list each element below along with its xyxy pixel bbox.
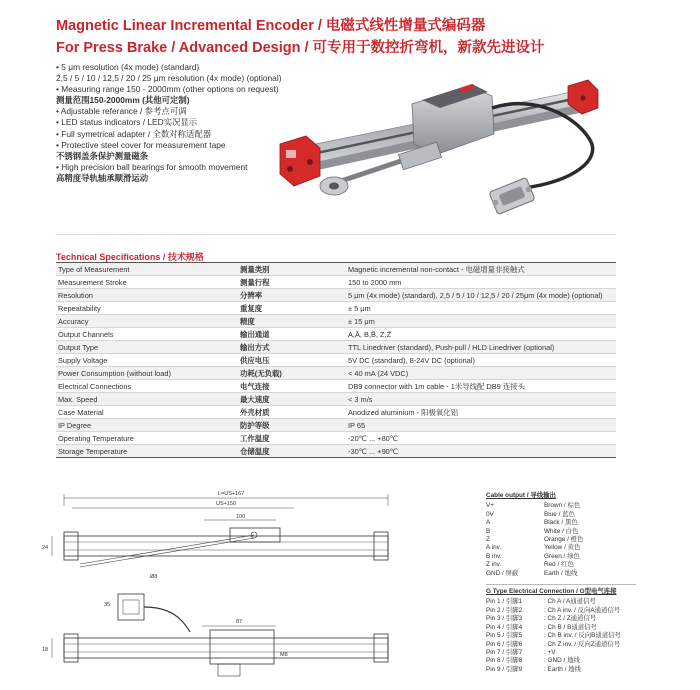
- encoder-product-image: [272, 64, 612, 224]
- spec-row: [56, 406, 616, 419]
- spec-label-cn: 外壳材质: [238, 406, 346, 419]
- dim-M8-label: M8: [280, 652, 288, 658]
- dim-87-label: 87: [236, 619, 243, 625]
- spec-label-cn: 精度: [238, 315, 346, 328]
- cable-color: Yellow / 黄色: [544, 544, 581, 552]
- cable-row: [486, 519, 636, 527]
- feature-item: • LED status indicators / LED实况显示: [56, 117, 198, 128]
- cable-row: [486, 502, 636, 510]
- cable-color: Blue / 蓝色: [544, 510, 575, 518]
- pin-signal: : Ch A inv. / 反向A通道信号: [544, 606, 621, 614]
- feature-item: • Measuring range 150 - 2000mm (other options on request): [56, 84, 279, 95]
- feature-list: [56, 62, 282, 184]
- cable-row: [486, 528, 636, 536]
- cable-signal: V+: [486, 502, 494, 510]
- pin-row: [486, 666, 636, 674]
- spec-row: [56, 419, 616, 432]
- cable-signal: A: [486, 519, 491, 527]
- spec-label-en: Power Consumption (without load): [56, 367, 238, 380]
- spec-row: [56, 445, 616, 458]
- spec-row: [56, 302, 616, 315]
- feature-item: • High precision ball bearings for smooth movement: [56, 161, 248, 172]
- spec-label-cn: 输出方式: [238, 341, 346, 354]
- dim-100-label: 100: [236, 514, 246, 520]
- spec-label-en: Repeatability: [56, 302, 238, 315]
- spec-row: [56, 432, 616, 445]
- feature-item: 2,5 / 5 / 10 / 12,5 / 20 / 25 μm resolution (4x mode) (optional): [56, 73, 282, 84]
- feature-item: • Protective steel cover for measurement tape: [56, 139, 226, 150]
- dim-US-label: US+150: [216, 501, 237, 507]
- spec-value: < 40 mA (24 VDC): [346, 367, 616, 380]
- cable-row: [486, 570, 636, 578]
- cable-signal: Z: [486, 536, 490, 544]
- spec-label-cn: 供应电压: [238, 354, 346, 367]
- section-divider: [56, 234, 616, 235]
- g-type-title: G Type Electrical Connection / G型电气连接: [486, 588, 617, 596]
- cable-color: Earth / 地线: [544, 569, 578, 577]
- spec-row: [56, 328, 616, 341]
- pin-signal: : +V: [544, 648, 556, 656]
- pin-signal: : Ch Z / Z通道信号: [544, 615, 597, 623]
- spec-row: [56, 341, 616, 354]
- spec-value: -20℃ ... +80℃: [346, 432, 616, 445]
- pin-number: Pin 7 / 引脚7: [486, 648, 523, 656]
- pin-number: Pin 5 / 引脚5: [486, 632, 523, 640]
- pinout-panel: [486, 492, 636, 674]
- cable-row: [486, 561, 636, 569]
- spec-label-cn: 功耗(无负载): [238, 367, 346, 380]
- cable-color: Orange / 橙色: [544, 536, 584, 544]
- spec-label-cn: 分辨率: [238, 289, 346, 302]
- pin-row: [486, 657, 636, 665]
- spec-label-cn: 测量类别: [238, 263, 346, 276]
- spec-value: Anodized aluminium - 阳极氧化铝: [346, 406, 616, 419]
- cable-color: Brown / 棕色: [544, 502, 581, 510]
- cable-signal: A inv.: [486, 544, 502, 552]
- spec-value: -30℃ ... +90℃: [346, 445, 616, 458]
- spec-row: [56, 276, 616, 289]
- spec-value: 5 μm (4x mode) (standard), 2,5 / 5 / 10 / 12,5 / 20 / 25μm (4x mode) (optional): [346, 289, 616, 302]
- spec-label-cn: 测量行程: [238, 276, 346, 289]
- spec-label-cn: 工作温度: [238, 432, 346, 445]
- pin-row: [486, 632, 636, 640]
- cable-signal: 0V: [486, 510, 494, 518]
- cable-color: Black / 黑色: [544, 519, 578, 527]
- spec-value: 150 to 2000 mm: [346, 276, 616, 289]
- feature-item: • Full symetrical adapter / 全数对称适配器: [56, 128, 212, 139]
- pin-number: Pin 4 / 引脚4: [486, 623, 523, 631]
- spec-label-en: Output Channels: [56, 328, 238, 341]
- feature-item: • Adjustable referance / 参考点可调: [56, 106, 187, 117]
- spec-label-cn: 输出通道: [238, 328, 346, 341]
- pin-row: [486, 641, 636, 649]
- pin-signal: : Earth / 地线: [544, 665, 581, 673]
- pin-row: [486, 598, 636, 606]
- cable-color: Red / 红色: [544, 561, 574, 569]
- feature-item: 高精度导轨轴承顺滑运动: [56, 172, 149, 183]
- pin-number: Pin 2 / 引脚2: [486, 606, 523, 614]
- spec-row: [56, 263, 616, 276]
- cable-output-title: Cable output / 导线输出: [486, 492, 556, 499]
- spec-label-en: Resolution: [56, 289, 238, 302]
- pin-number: Pin 9 / 引脚9: [486, 665, 523, 673]
- cable-row: [486, 553, 636, 561]
- pin-signal: : Ch B / B通道信号: [544, 623, 597, 631]
- spec-label-en: Operating Temperature: [56, 432, 238, 445]
- spec-value: DB9 connector with 1m cable - 1米导线配 DB9 连接头: [346, 380, 616, 393]
- cable-row: [486, 544, 636, 552]
- spec-row: [56, 289, 616, 302]
- spec-value: TTL Linedriver (standard), Push-pull / HLD Linedriver (optional): [346, 341, 616, 354]
- pin-number: Pin 8 / 引脚8: [486, 657, 523, 665]
- spec-label-en: Type of Measurement: [56, 263, 238, 276]
- spec-value: < 3 m/s: [346, 393, 616, 406]
- spec-row: [56, 367, 616, 380]
- spec-value: Magnetic incremental non-contact - 电磁增量非接触式: [346, 263, 616, 276]
- spec-label-cn: 仓储温度: [238, 445, 346, 458]
- spec-section-title: Technical Specifications / 技术规格: [56, 252, 204, 262]
- spec-value: ± 5 μm: [346, 302, 616, 315]
- spec-label-en: Electrical Connections: [56, 380, 238, 393]
- spec-row: [56, 315, 616, 328]
- cable-signal: B: [486, 527, 491, 535]
- spec-label-en: Case Material: [56, 406, 238, 419]
- page-subtitle: For Press Brake / Advanced Design / 可专用于数控折弯机，新款先进设计: [56, 40, 545, 56]
- spec-label-en: IP Degree: [56, 419, 238, 432]
- pin-row: [486, 624, 636, 632]
- spec-value: ± 15 μm: [346, 315, 616, 328]
- spec-value: A,Ā, B,B̄, Z,Z̄: [346, 328, 616, 341]
- cable-color: White / 白色: [544, 527, 579, 535]
- spec-label-cn: 重复度: [238, 302, 346, 315]
- cable-signal: B inv.: [486, 552, 502, 560]
- pin-signal: : Ch B inv. / 反向B通道信号: [544, 632, 621, 640]
- spec-label-en: Measurement Stroke: [56, 276, 238, 289]
- spec-value: 5V DC (standard), 8-24V DC (optional): [346, 354, 616, 367]
- dim-24-label: 24: [42, 545, 49, 551]
- pin-signal: : GND / 地线: [544, 657, 580, 665]
- pin-signal: : Ch A / A通道信号: [544, 598, 596, 606]
- dim-35-label: 35: [104, 602, 111, 608]
- dim-d8-label: Ø8: [150, 574, 158, 580]
- cable-signal: GND / 屏蔽: [486, 569, 519, 577]
- spec-row: [56, 393, 616, 406]
- spec-value: IP 65: [346, 419, 616, 432]
- feature-item: • 5 μm resolution (4x mode) (standard): [56, 62, 200, 72]
- cable-row: [486, 511, 636, 519]
- spec-label-en: Accuracy: [56, 315, 238, 328]
- pin-signal: : Ch Z inv. / 反向Z通道信号: [544, 640, 621, 648]
- dim-18-label: 18: [42, 647, 49, 653]
- cable-color: Green / 绿色: [544, 552, 580, 560]
- spec-label-cn: 电气连接: [238, 380, 346, 393]
- spec-label-cn: 最大速度: [238, 393, 346, 406]
- spec-label-en: Output Type: [56, 341, 238, 354]
- spec-row: [56, 354, 616, 367]
- cable-signal: Z inv.: [486, 561, 502, 569]
- feature-item: 测量范围150-2000mm (其他可定制): [56, 95, 190, 106]
- technical-drawing: [40, 480, 445, 690]
- pin-row: [486, 615, 636, 623]
- spec-label-en: Storage Temperature: [56, 445, 238, 458]
- pin-number: Pin 1 / 引脚1: [486, 598, 523, 606]
- spec-label-en: Max. Speed: [56, 393, 238, 406]
- pin-number: Pin 6 / 引脚6: [486, 640, 523, 648]
- spec-row: [56, 380, 616, 393]
- page-title: Magnetic Linear Incremental Encoder / 电磁式线性增量式编码器: [56, 18, 486, 34]
- feature-item: 不锈钢盖条保护测量磁条: [56, 150, 149, 161]
- spec-label-cn: 防护等级: [238, 419, 346, 432]
- spec-table: [56, 262, 616, 458]
- spec-label-en: Supply Voltage: [56, 354, 238, 367]
- pin-number: Pin 3 / 引脚3: [486, 615, 523, 623]
- dim-L-label: L=US+167: [218, 491, 245, 497]
